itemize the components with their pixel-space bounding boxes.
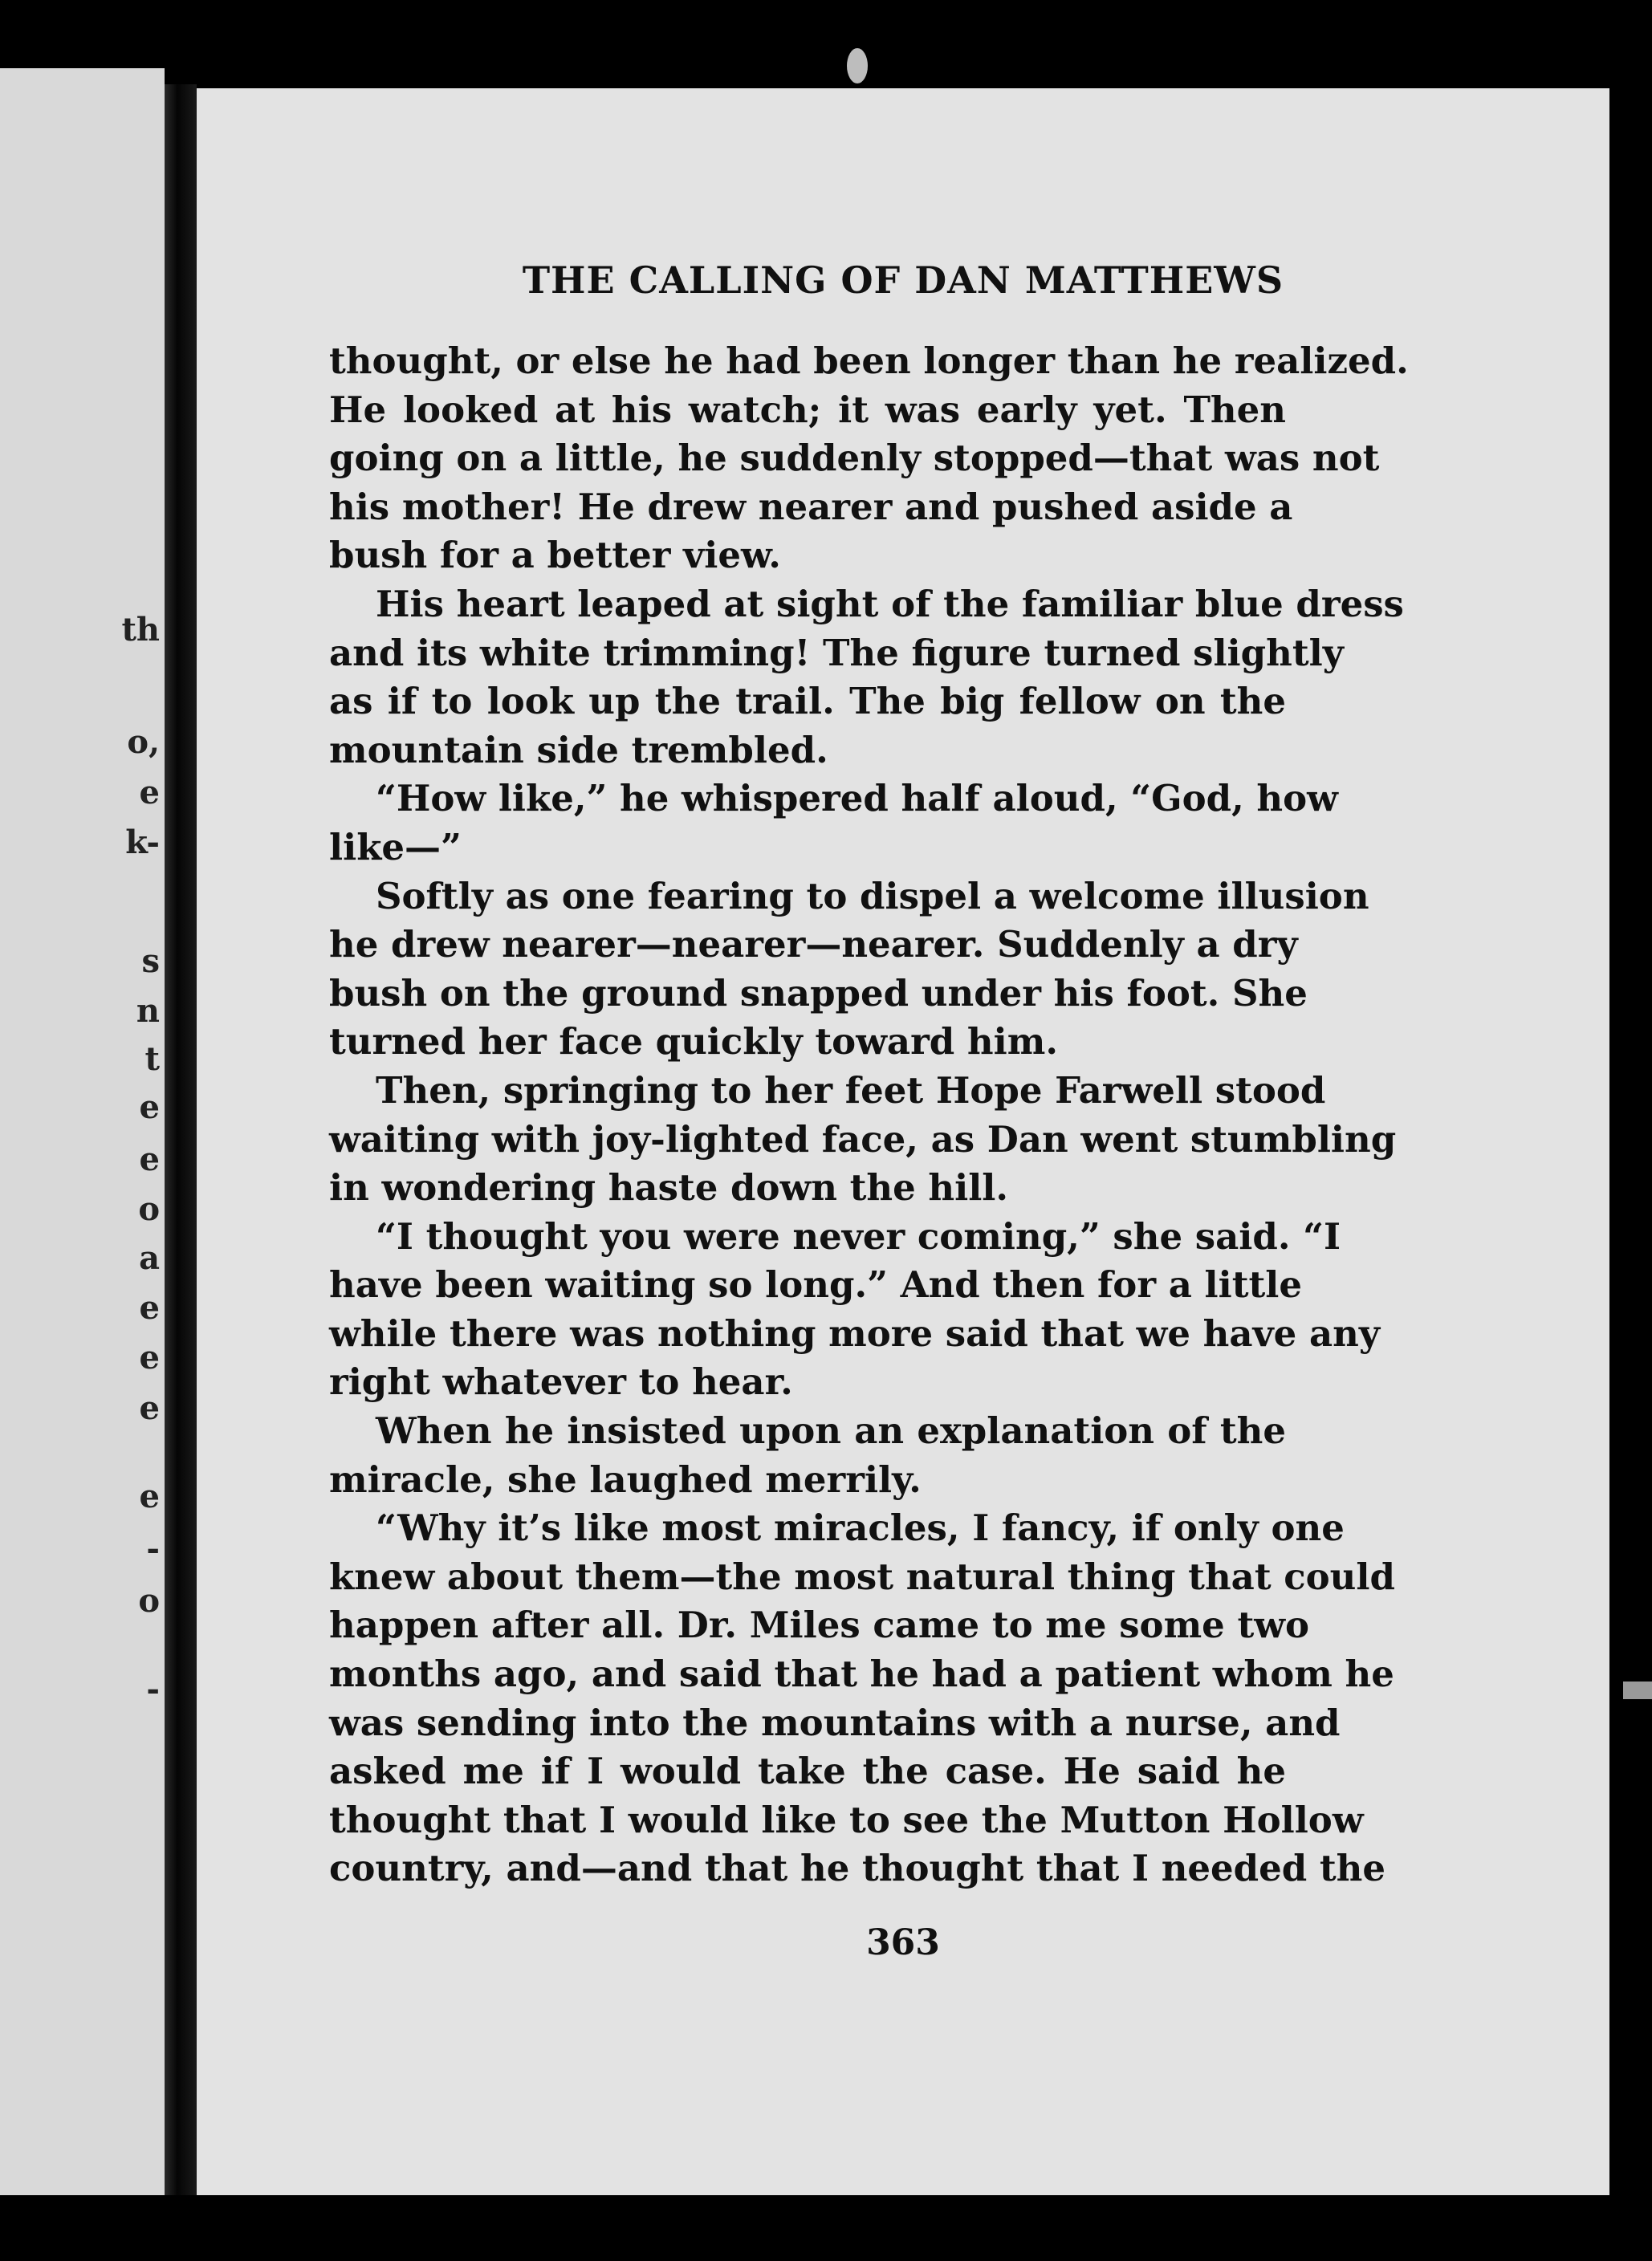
scan-blemish-edge [1623,1682,1652,1699]
facing-page-fragment: s [141,942,160,980]
facing-page-fragment: - [146,1530,160,1568]
text-line: When he insisted upon an explanation of the [376,1409,1286,1453]
text-line: thought, or else he had been longer than he realized. [329,340,1409,382]
facing-page-fragment: o [138,1190,160,1228]
text-line: Softly as one fearing to dispel a welcome illusion [376,874,1369,917]
running-head: THE CALLING OF DAN MATTHEWS [522,258,1284,302]
facing-page-fragment: e [139,1339,160,1377]
text-line: bush for a better view. [329,534,781,577]
text-line: bush on the ground snapped under his foot. She [329,971,1308,1015]
text-line: His heart leaped at sight of the familiar blue dress [376,582,1404,625]
text-line: thought that I would like to see the Mutton Hollow [329,1798,1364,1841]
text-line: months ago, and said that he had a patient whom he [329,1653,1394,1696]
facing-page-fragment: e [139,1141,160,1178]
text-line: Then, springing to her feet Hope Farwell stood [376,1068,1326,1112]
text-line: “How like,” he whispered half aloud, “God, how [376,777,1338,820]
scan-border [1609,92,1652,2179]
text-line: he drew nearer—nearer—nearer. Suddenly a dry [329,923,1298,966]
text-line: country, and—and that he thought that I needed the [329,1847,1386,1890]
facing-page-fragment: a [139,1239,160,1277]
facing-page-fragment: o [138,1582,160,1620]
scan-blemish [847,48,868,83]
text-line: right whatever to hear. [329,1360,793,1404]
text-line: like—” [329,825,462,868]
facing-page-fragment: th [121,611,160,649]
text-line: happen after all. Dr. Miles came to me some two [329,1604,1310,1647]
text-line: have been waiting so long.” And then for a little [329,1263,1303,1307]
facing-page-fragment: e [139,1088,160,1126]
facing-page-fragment: n [136,992,160,1030]
body-text [329,337,1409,1893]
facing-page-fragment: - [146,1670,160,1708]
text-line: mountain side trembled. [329,728,828,771]
text-line: knew about them—the most natural thing that could [329,1555,1395,1598]
facing-page-fragment: k- [125,823,160,861]
text-line: his mother! He drew nearer and pushed aside a [329,485,1293,528]
text-line: going on a little, he suddenly stopped—that was not [329,437,1380,480]
text-line: as if to look up the trail. The big fellow on the [329,680,1286,723]
facing-page-edge [0,68,165,2195]
facing-page-fragment: t [144,1040,160,1078]
facing-page-fragment: e [139,1478,160,1515]
facing-page-fragment: o, [127,723,160,761]
text-line: while there was nothing more said that we have any [329,1311,1380,1355]
text-line: and its white trimming! The figure turned slightly [329,631,1344,674]
text-line: He looked at his watch; it was early yet. Then [329,388,1286,431]
page-number: 363 [866,1922,940,1963]
text-line: in wondering haste down the hill. [329,1166,1009,1210]
text-line: was sending into the mountains with a nurse, and [329,1701,1341,1744]
text-line: “Why it’s like most miracles, I fancy, if only one [376,1507,1345,1550]
text-line: asked me if I would take the case. He said he [329,1750,1286,1793]
text-line: miracle, she laughed merrily. [329,1458,922,1501]
text-line: waiting with joy-lighted face, as Dan went stumbling [329,1117,1397,1161]
text-line: turned her face quickly toward him. [329,1020,1059,1063]
facing-page-fragment: e [139,774,160,811]
facing-page-fragment: e [139,1389,160,1427]
facing-page-fragment: e [139,1289,160,1327]
text-line: “I thought you were never coming,” she said. “I [376,1214,1341,1258]
book-gutter [165,84,197,2195]
